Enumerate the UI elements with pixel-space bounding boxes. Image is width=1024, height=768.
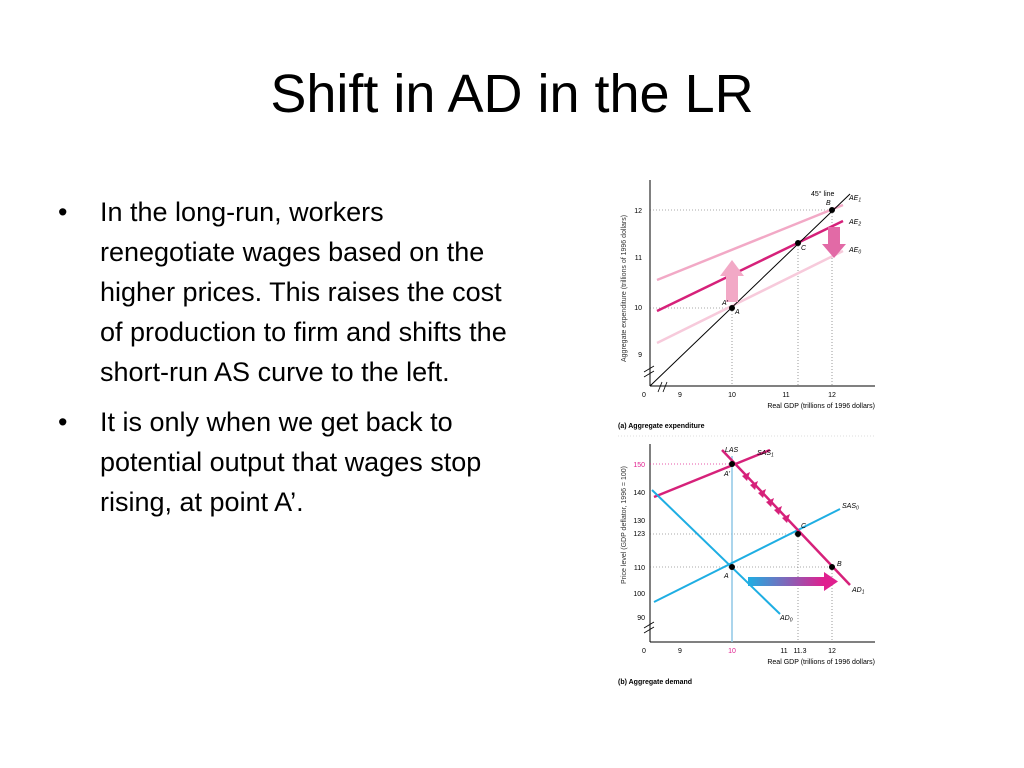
panel-a-ylabel: Aggregate expenditure (trillions of 1996 dollars) <box>621 214 628 362</box>
bullet-icon: • <box>58 407 68 437</box>
y-tick: 10 <box>634 305 642 312</box>
y-tick: 100 <box>633 591 645 598</box>
x-tick: 12 <box>828 648 836 655</box>
x-tick: 0 <box>642 392 646 399</box>
bullet-text: In the long-run, workers renegotiate wages based on the higher prices. This raises the cost of production to firm and shifts the short-run AS curve to the left. <box>100 197 507 387</box>
line-45 <box>650 194 850 386</box>
y-tick: 123 <box>633 531 645 538</box>
panel-a-xlabel: Real GDP (trillions of 1996 dollars) <box>767 403 875 410</box>
x-tick: 10 <box>728 648 736 655</box>
y-tick: 9 <box>638 352 642 359</box>
y-tick: 130 <box>633 518 645 525</box>
panel-b-xlabel: Real GDP (trillions of 1996 dollars) <box>767 659 875 666</box>
economics-figure <box>600 172 890 692</box>
x-tick: 0 <box>642 648 646 655</box>
y-tick: 90 <box>637 615 645 622</box>
point-label: A <box>735 309 740 316</box>
point-label: A <box>724 573 729 580</box>
curve-label: $AE_2$ <box>849 219 862 228</box>
point-label: A' <box>724 471 731 478</box>
curve-label: $AD_1$ <box>852 587 865 596</box>
ae1-curve <box>657 205 843 280</box>
point-label: B <box>826 200 831 207</box>
bullet-icon: • <box>58 197 68 227</box>
point-c-b <box>795 531 801 537</box>
bullet-item <box>58 402 508 522</box>
x-tick: 9 <box>678 392 682 399</box>
point-b-a <box>829 207 835 213</box>
curve-label: $SAS_0$ <box>842 503 859 512</box>
point-a-b <box>729 564 735 570</box>
x-tick: 12 <box>828 392 836 399</box>
point-label: B <box>837 561 842 568</box>
x-tick: 11 <box>780 648 788 655</box>
line-45-label: 45° line <box>811 191 835 198</box>
bullet-item <box>58 192 508 392</box>
point-label: A' <box>722 300 729 307</box>
x-tick: 11 <box>782 392 790 399</box>
panel-b-ylabel: Price level (GDP deflator, 1996 = 100) <box>621 466 628 584</box>
down-shift-arrow <box>822 227 846 258</box>
x-tick: 10 <box>728 392 736 399</box>
y-tick: 12 <box>634 208 642 215</box>
y-tick: 11 <box>634 255 642 262</box>
curve-label: $SAS_1$ <box>757 450 774 459</box>
curve-label: $AE_0$ <box>849 247 862 256</box>
y-tick: 150 <box>633 462 645 469</box>
curve-label: LAS <box>725 447 739 454</box>
y-tick: 140 <box>633 490 645 497</box>
panel-a-caption: (a) Aggregate expenditure <box>618 423 705 430</box>
curve-label: $AD_0$ <box>780 615 793 624</box>
ad-shift-arrow <box>748 572 838 591</box>
panel-b <box>618 444 875 686</box>
x-tick: 9 <box>678 648 682 655</box>
point-a-prime-b <box>729 461 735 467</box>
panel-b-caption: (b) Aggregate demand <box>618 679 693 686</box>
x-tick: 11.3 <box>793 648 807 655</box>
y-tick: 110 <box>633 565 645 572</box>
point-b-b <box>829 564 835 570</box>
ad0-curve <box>652 490 780 614</box>
up-shift-arrow <box>720 260 744 302</box>
slide-title: Shift in AD in the LR <box>270 64 754 124</box>
sas1-curve <box>654 450 770 497</box>
sas0-curve <box>654 509 840 602</box>
point-label: C <box>801 245 807 252</box>
point-label: C <box>801 523 807 530</box>
curve-label: $AE_1$ <box>849 195 862 204</box>
bullet-text: It is only when we get back to potential output that wages stop rising, at point A’. <box>100 407 482 517</box>
bullet-list <box>58 192 508 532</box>
panel-a <box>618 180 875 436</box>
